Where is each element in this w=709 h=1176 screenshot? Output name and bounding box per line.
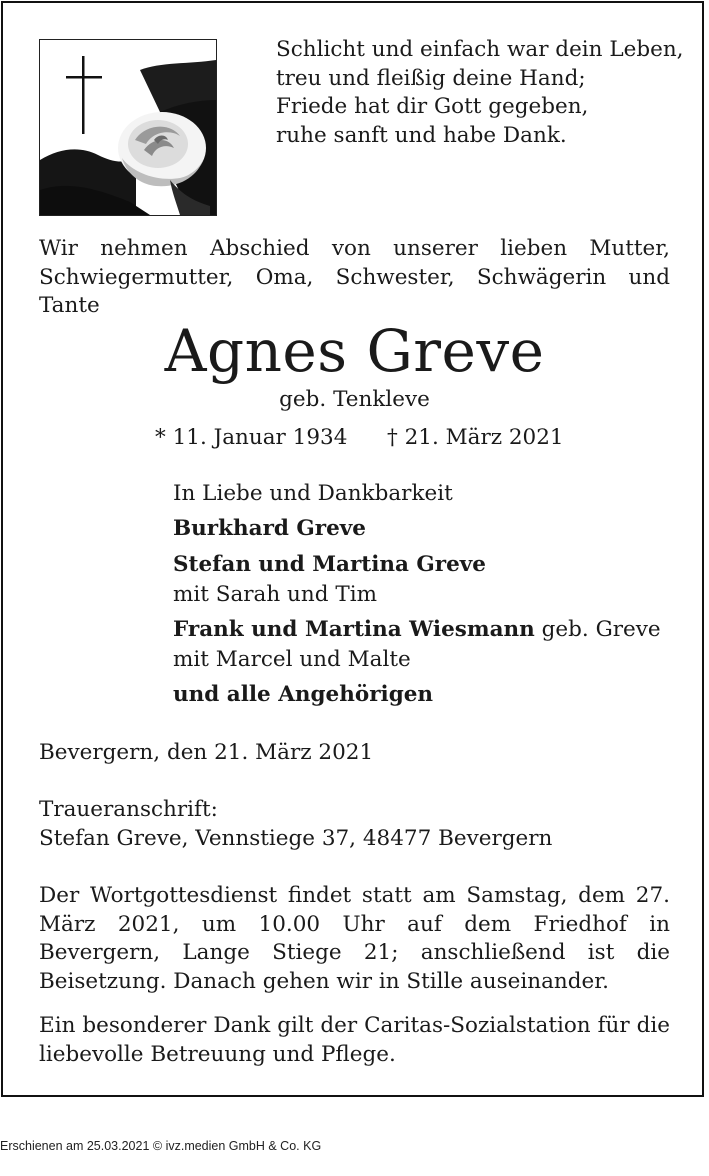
poem-line: Schlicht und einfach war dein Leben, (276, 37, 684, 62)
birth-date: * 11. Januar 1934 (155, 425, 348, 450)
mourners-opening: In Liebe und Dankbarkeit (173, 481, 453, 506)
poem-line: treu und fleißig deine Hand; (276, 65, 586, 91)
address: Stefan Greve, Vennstiege 37, 48477 Bevergern (39, 826, 553, 851)
mourner-name: Frank und Martina Wiesmann (173, 617, 535, 642)
death-date: † 21. März 2021 (387, 425, 564, 450)
thanks-text: Ein besonderer Dank gilt der Caritas-Sozialstation für die liebevolle Betreuung und Pflege. (39, 1013, 670, 1067)
place-date: Bevergern, den 21. März 2021 (39, 740, 374, 765)
poem-line: ruhe sanft und habe Dank. (276, 122, 567, 148)
mourners-closing: und alle Angehörigen (173, 682, 434, 707)
service-text: Der Wortgottesdienst findet statt am Samstag, dem 27. März 2021, um 10.00 Uhr auf dem Friedhof in Bevergern, Lange Stiege 21; anschließend ist die Beisetzung. Danach gehen wir in Stille auseinander. (39, 883, 670, 994)
mourner-suffix: geb. Greve (534, 617, 661, 642)
mourner-sub: mit Marcel und Malte (173, 647, 411, 672)
intro-text: Wir nehmen Abschied von unserer lieben Mutter, Schwiegermutter, Oma, Schwester, Schwägerin und Tante (39, 236, 670, 318)
deceased-name: Agnes Greve (164, 317, 545, 385)
address-label: Traueranschrift: (39, 797, 218, 822)
rose-icon (40, 40, 216, 215)
poem (276, 36, 684, 150)
mourner-sub: mit Sarah und Tim (173, 582, 377, 607)
footer-credit: Erschienen am 25.03.2021 © ivz.medien GmbH & Co. KG (0, 1139, 322, 1153)
birth-name: geb. Tenkleve (279, 387, 430, 412)
cross-rose-image (39, 39, 217, 216)
mourner-name: Burkhard Greve (173, 516, 366, 541)
mourner-line (173, 616, 661, 644)
mourner-name: Stefan und Martina Greve (173, 552, 486, 577)
poem-line: Friede hat dir Gott gegeben, (276, 94, 589, 119)
